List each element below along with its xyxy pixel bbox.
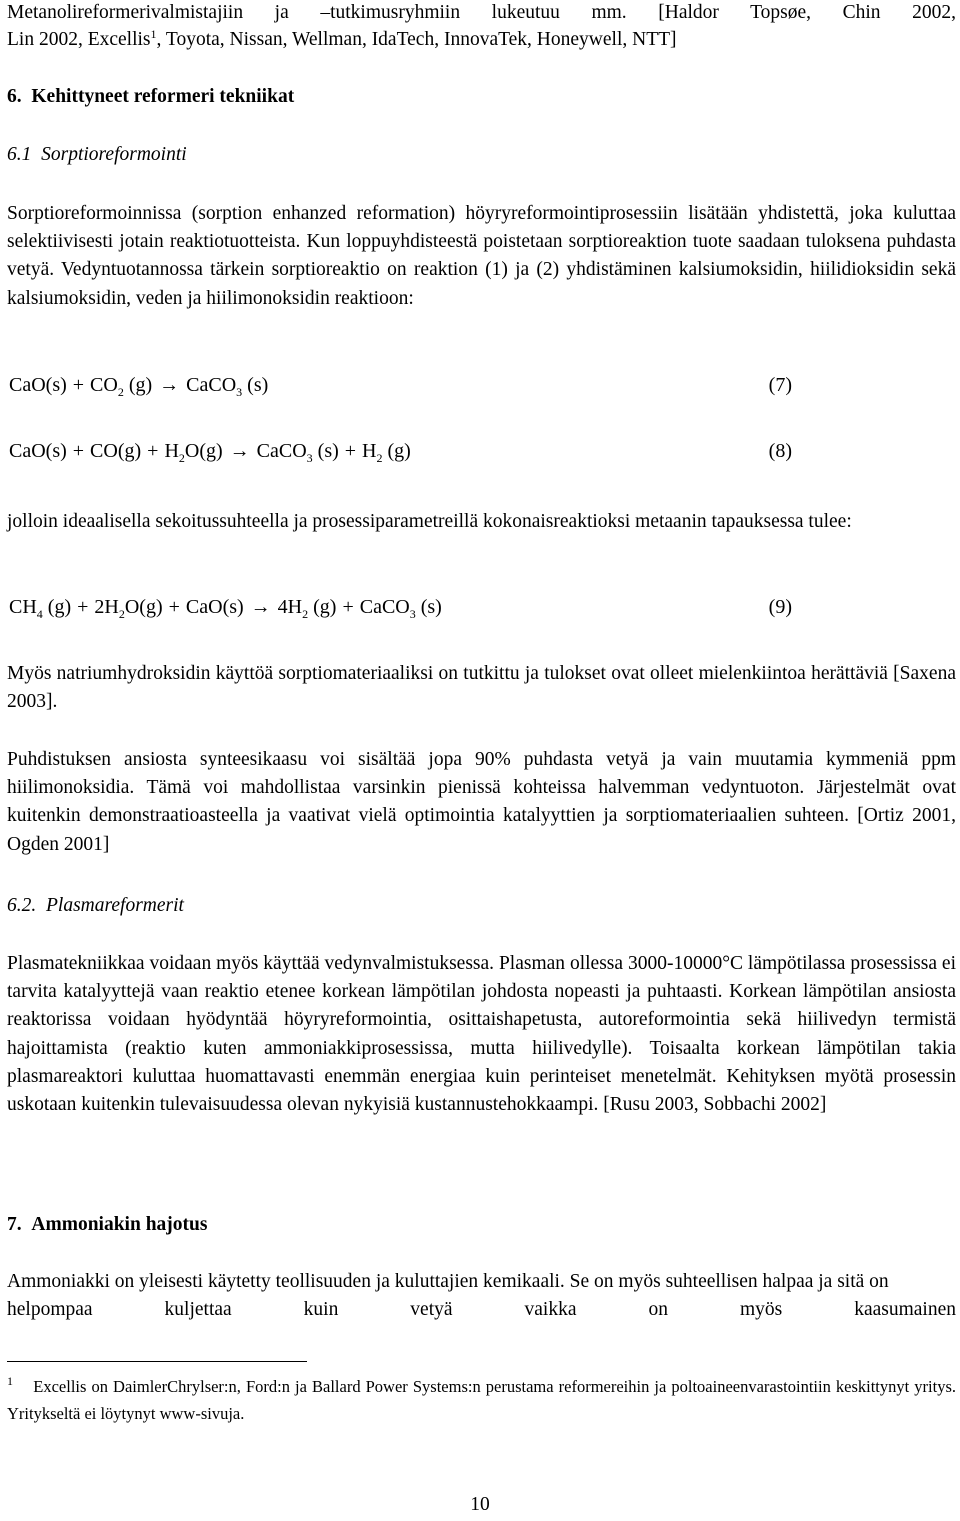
page-number: 10 <box>470 1494 490 1515</box>
section-7-paragraph: Ammoniakki on yleisesti käytetty teollisuuden ja kuluttajien kemikaali. Se on myös suhteellisen halpaa ja sitä on helpompaa kuljettaa kuin vetyä vaikka on myös kaasumainen <box>7 1271 956 1321</box>
section-6-heading: 6. Kehittyneet reformeri tekniikat <box>7 86 295 107</box>
equation-8-number: (8) <box>768 440 792 462</box>
equation-8-formula: $CaO(s) + CO(g) + H_2O(g)$ → CaCO$_3$ $(s) + H_2$ (g) <box>9 440 411 465</box>
equation-7-formula: $CaO(s) + CO_2$ (g) → CaCO$_3$ (s) <box>9 374 269 399</box>
footnote: $^1$ Excellis on DaimlerChrylser:n, Ford:n ja Ballard Power Systems:n perustama reformereihin ja poltoaineenvarastointiin keskittynyt yritys. Yritykseltä ei löytynyt www-sivuja. <box>7 1374 957 1423</box>
equation-9 <box>7 596 956 626</box>
equation-7 <box>7 374 956 404</box>
equation-9-number: (9) <box>768 596 792 618</box>
section-6-2-heading: 6.2. Plasmareformerit <box>7 895 184 916</box>
intro-paragraph-line-2: Lin 2002, Excellis$^1$, Toyota, Nissan, Wellman, IdaTech, InnovaTek, Honeywell, NTT] <box>7 27 677 50</box>
section-6-1-heading: 6.1 Sorptioreformointi <box>7 144 187 165</box>
intro-line-1: Metanolireformerivalmistajiin ja –tutkimusryhmiin lukeutuu mm. [Haldor Topsøe, Chin 2002, <box>7 2 956 23</box>
section-6-1-paragraph: Sorptioreformoinnissa (sorption enhanzed reformation) höyryreformointiprosessiin lisätään yhdistettä, joka kuluttaa selektiivisesti jotain reaktiotuotteista. Kun loppuyhdisteestä poistetaan sorptioreaktion tuote saadaan tuloksena puhdasta vetyä. Vedyntuotannossa tärkein sorptioreaktio on reaktion (1) ja (2) yhdistäminen kalsiumoksidin, hiilidioksidin sekä kalsiumoksidin, veden ja hiilimonoksidin reaktioon: <box>7 203 956 309</box>
section-6-2-paragraph: Plasmatekniikkaa voidaan myös käyttää vedynvalmistuksessa. Plasman ollessa 3000-10000°C lämpötilassa prosessissa ei tarvita katalyyttejä vaan reaktio etenee korkean lämpötilan johdosta nopeasti ja puhtaasti. Korkean lämpötilan ansiosta reaktorissa voidaan hyödyntää höyryreformointia, osittaishapetusta, autoreformointia sekä hiilivedyn termistä hajoittamista (reaktio kuten ammoniakkiprosessissa, mutta hiilivedylle). Toisaalta korkean lämpötilan takia plasmareaktori kuluttaa huomattavasti enemmän energiaa kuin perinteiset menetelmät. Kehityksen myötä prosessin uskotaan kuitenkin tulevaisuudessa olevan nykyisiä kustannustehokkaampi. [Rusu 2003, Sobbachi 2002] <box>7 953 956 1116</box>
equation-9-formula: $CH_4$ $(g) + 2H_2O(g) + CaO(s) \to 4H_2$ (g) + CaCO$_3$ (s) <box>9 596 442 621</box>
paragraph-purity: Puhdistuksen ansiosta synteesikaasu voi sisältää jopa 90% puhdasta vetyä ja vain muutamia kymmeniä ppm hiilimonoksidia. Tämä voi mahdollistaa varsinkin pienissä kohteissa halvemman vedyntuoton. Järjestelmät ovat kuitenkin demonstraatioasteella ja vaativat vielä optimointia katalyyttien ja sorptiomateriaalien suhteen. [Ortiz 2001, Ogden 2001] <box>7 749 956 855</box>
text-after-equation-8: jolloin ideaalisella sekoitussuhteella ja prosessiparametreillä kokonaisreaktioksi metaanin tapauksessa tulee: <box>7 511 852 532</box>
footnote-mark: 1 <box>7 1374 13 1388</box>
paragraph-naoh: Myös natriumhydroksidin käyttöä sorptiomateriaaliksi on tutkittu ja tulokset ovat olleet mielenkiintoa herättäviä [Saxena 2003]. <box>7 663 956 713</box>
footnote-divider <box>7 1361 307 1362</box>
intro-paragraph <box>7 0 956 27</box>
equation-7-number: (7) <box>768 374 792 396</box>
equation-8 <box>7 440 956 470</box>
section-7-heading: 7. Ammoniakin hajotus <box>7 1214 208 1235</box>
footnote-reference: 1 <box>150 27 157 41</box>
